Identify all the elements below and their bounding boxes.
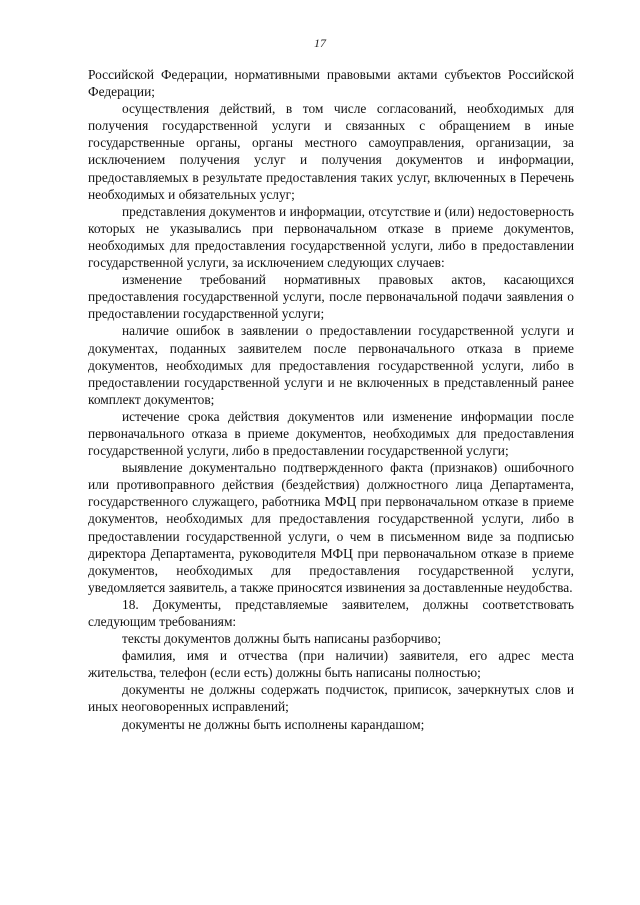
- page-number: 17: [314, 36, 326, 50]
- paragraph: документы не должны быть исполнены карандашом;: [122, 716, 425, 732]
- paragraph: представления документов и информации, отсутствие и (или) недостоверность которых не указывались при первоначальном отказе в приеме документов, необходимых для предоставления государственной услуги, либо в предоставлении государственной услуги, за исключением следующих случаев:: [88, 203, 574, 271]
- paragraph: осуществления действий, в том числе согласований, необходимых для получения государственной услуги и связанных с обращением в иные государственные органы, органы местного самоуправления, организации, за исключением получения услуг и получения документов и информации, предоставляемых в результате предоставления таких услуг, включенных в Перечень необходимых и обязательных услуг;: [88, 101, 574, 202]
- paragraph: документы не должны содержать подчисток, приписок, зачеркнутых слов и иных неоговоренных исправлений;: [88, 682, 574, 715]
- paragraph: наличие ошибок в заявлении о предоставлении государственной услуги и документах, поданных заявителем после первоначального отказа в приеме документов, необходимых для предоставления государственной услуги, либо в предоставлении государственной услуги и не включенных в представленный ранее комплект документов;: [88, 323, 574, 407]
- paragraph: Российской Федерации, нормативными правовыми актами субъектов Российской Федерации;: [88, 67, 574, 100]
- paragraph: изменение требований нормативных правовых актов, касающихся предоставления государственной услуги, после первоначальной подачи заявления о предоставлении государственной услуги;: [88, 272, 574, 322]
- paragraph: истечение срока действия документов или изменение информации после первоначального отказа в приеме документов, необходимых для предоставления государственной услуги, либо в предоставлении государственной услуги;: [88, 408, 574, 459]
- paragraph-section-18: 18. Документы, представляемые заявителем, должны соответствовать следующим требованиям:: [88, 596, 574, 629]
- document-body: [88, 66, 574, 733]
- paragraph: выявление документально подтвержденного факта (признаков) ошибочного или противоправного действия (бездействия) должностного лица Департамента, государственного служащего, работника МФЦ при первоначальном отказе в приеме документов, необходимых для предоставления государственной услуги, либо в предоставлении государственной услуги, о чем в письменном виде за подписью директора Департамента, руководителя МФЦ при первоначальном отказе в приеме документов, необходимых для предоставления государственной услуги, уведомляется заявитель, а также приносятся извинения за доставленные неудобства.: [88, 460, 574, 595]
- paragraph: фамилия, имя и отчества (при наличии) заявителя, его адрес места жительства, телефон (если есть) должны быть написаны полностью;: [88, 648, 574, 681]
- paragraph: тексты документов должны быть написаны разборчиво;: [122, 631, 442, 647]
